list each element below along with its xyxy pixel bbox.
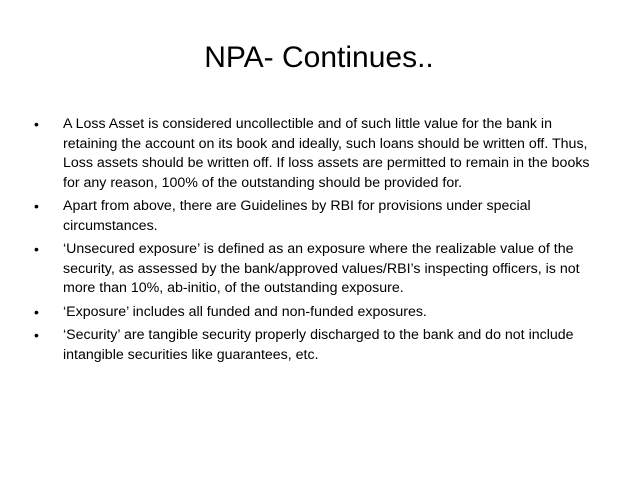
bullet-icon: • bbox=[34, 327, 39, 343]
bullet-item bbox=[34, 115, 604, 193]
bullet-text: ‘Exposure’ includes all funded and non-funded exposures. bbox=[63, 303, 427, 320]
bullet-item bbox=[34, 303, 604, 323]
bullet-icon: • bbox=[34, 198, 39, 214]
bullet-item bbox=[34, 326, 604, 365]
bullet-icon: • bbox=[34, 241, 39, 257]
bullet-item bbox=[34, 240, 604, 299]
bullet-text: ‘Unsecured exposure’ is defined as an exposure where the realizable value of the security, as assessed by the bank/approved values/RBI’s inspecting officers, is not more than 10%, ab-initio, of the outstanding exposure. bbox=[63, 241, 580, 296]
bullet-item bbox=[34, 197, 604, 236]
bullet-icon: • bbox=[34, 303, 39, 320]
bullet-icon: • bbox=[34, 116, 39, 132]
bullet-list bbox=[34, 115, 604, 369]
bullet-text: A Loss Asset is considered uncollectible and of such little value for the bank in retaining the account on its book and ideally, such loans should be written off. Thus, Loss assets should be written off. If loss assets are permitted to remain in the books for any reason, 100% of the outstanding should be provided for. bbox=[63, 116, 590, 191]
slide-title: NPA- Continues.. bbox=[204, 41, 434, 74]
bullet-text: ‘Security’ are tangible security properly discharged to the bank and do not include intangible securities like guarantees, etc. bbox=[63, 327, 574, 363]
bullet-text: Apart from above, there are Guidelines by RBI for provisions under special circumstances. bbox=[63, 198, 531, 234]
